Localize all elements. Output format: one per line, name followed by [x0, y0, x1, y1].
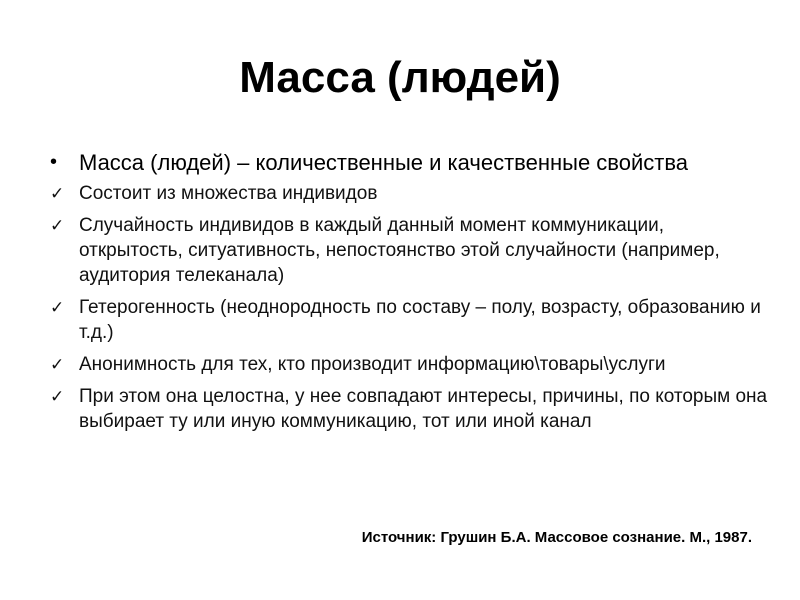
main-point-text: Масса (людей) – количественные и качественные свойства: [79, 150, 689, 175]
bullet-icon: •: [50, 151, 58, 173]
main-point: [50, 148, 770, 177]
checkmark-icon: ✓: [50, 387, 65, 406]
checkmark-icon: ✓: [50, 355, 65, 374]
sub-point-4: [50, 352, 770, 377]
slide-title: Масса (людей): [239, 53, 561, 102]
sub-point-text: Анонимность для тех, кто производит информацию\товары\услуги: [79, 354, 666, 375]
sub-point-text: Состоит из множества индивидов: [79, 183, 378, 204]
sub-point-2: [50, 213, 770, 288]
sub-point-3: [50, 295, 770, 345]
checkmark-icon: ✓: [50, 298, 65, 317]
sub-point-text: Случайность индивидов в каждый данный момент коммуникации, открытость, ситуативность, непостоянство этой случайности (например, аудитория телеканала): [79, 215, 720, 286]
checkmark-icon: ✓: [50, 216, 65, 235]
slide-content: [50, 148, 770, 441]
sub-point-text: При этом она целостна, у нее совпадают интересы, причины, по которым она выбирает ту или иную коммуникацию, тот или иной канал: [79, 386, 768, 432]
sub-point-text: Гетерогенность (неоднородность по составу – полу, возрасту, образованию и т.д.): [79, 297, 761, 343]
checkmark-icon: ✓: [50, 184, 65, 203]
sub-point-5: [50, 384, 770, 434]
source-citation: Источник: Грушин Б.А. Массовое сознание. М., 1987.: [361, 529, 752, 546]
sub-point-1: [50, 181, 770, 206]
